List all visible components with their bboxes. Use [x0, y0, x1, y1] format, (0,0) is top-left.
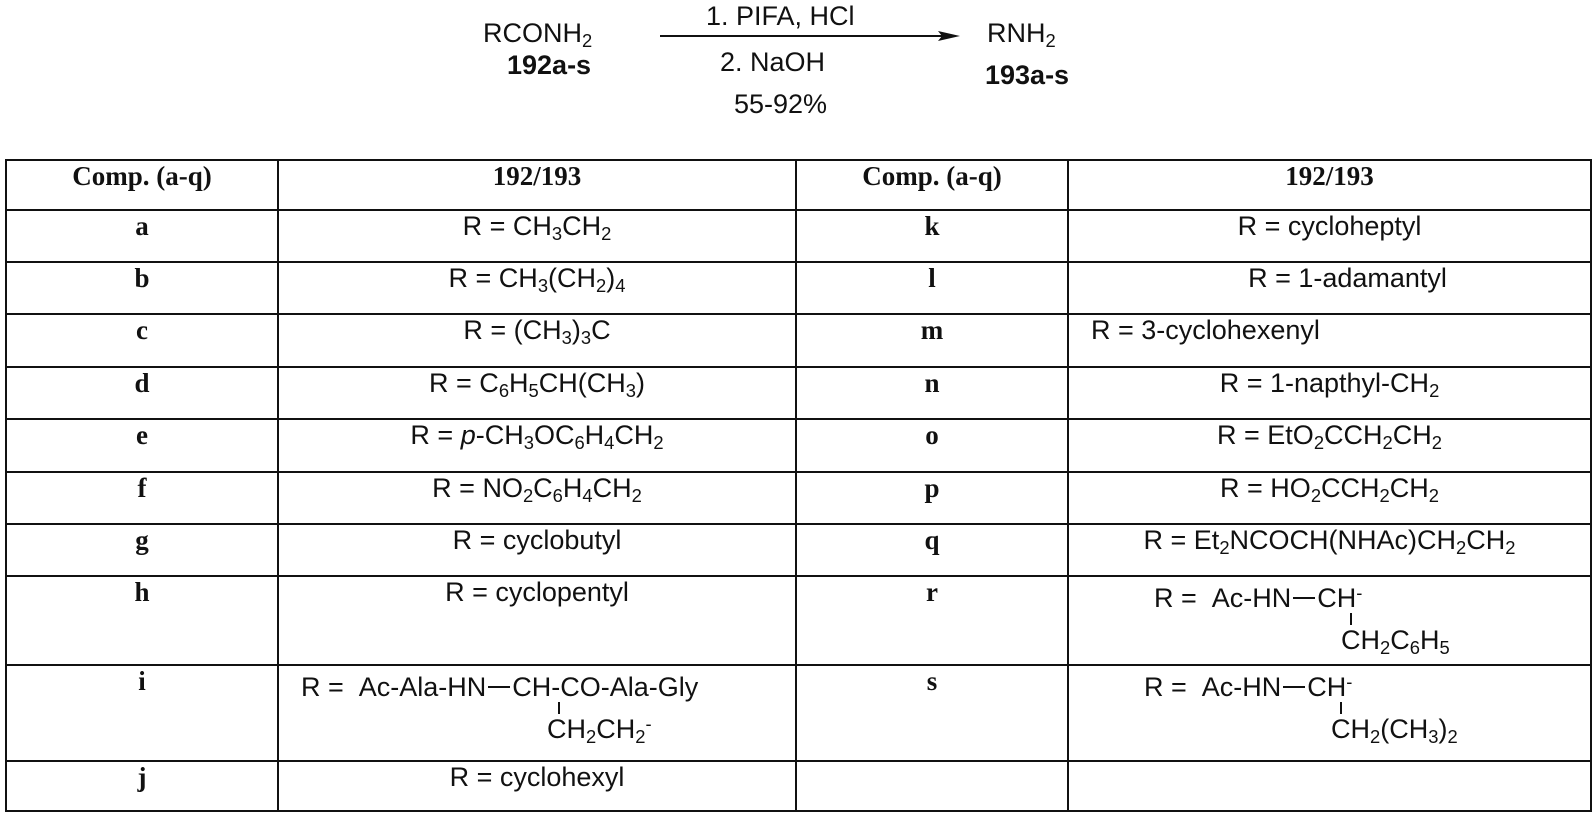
compound-label: p [796, 472, 1068, 524]
compound-label: r [796, 576, 1068, 665]
r-group: $R = NO_2C_6H_4CH_2$ [278, 472, 796, 524]
compound-label: o [796, 419, 1068, 472]
reactant-label: 192a-s [507, 50, 592, 80]
reaction-arrow [660, 31, 960, 41]
compound-label: k [796, 210, 1068, 262]
r-group: $R = CH_3CH_2$ [278, 210, 796, 262]
r-group: $R = CH_3(CH_2)_4$ [278, 262, 796, 314]
compound-label: f [6, 472, 278, 524]
table-row [6, 472, 1591, 524]
r-group: R = 3-cyclohexenyl [1068, 314, 1591, 367]
r-group: $R = p-CH_3OC_6H_4CH_2$ [278, 419, 796, 472]
r-group: R = 1-adamantyl [1068, 262, 1591, 314]
reagent-step-1: 1. PIFA, HCl [706, 1, 855, 31]
r-group: $R = Et_2NCOCH(NHAc)CH_2CH_2$ [1068, 524, 1591, 576]
compound-label: c [6, 314, 278, 367]
compound-label: l [796, 262, 1068, 314]
compound-label: q [796, 524, 1068, 576]
table-row [6, 761, 1591, 811]
table-row [6, 210, 1591, 262]
r-group: $R = HO_2CCH_2CH_2$ [1068, 472, 1591, 524]
empty-cell [1068, 761, 1591, 811]
compound-label: n [796, 367, 1068, 419]
r-group-branched: R = Ac-HN CH- $CH_2C_6H_5$ [1068, 576, 1591, 665]
r-group: $R = EtO_2CCH_2CH_2$ [1068, 419, 1591, 472]
reactant-formula: $RCONH_2$ [483, 18, 593, 52]
r-group: $R = C_6H_5CH(CH_3)$ [278, 367, 796, 419]
r-group: R = cycloheptyl [1068, 210, 1591, 262]
column-header: Comp. (a-q) [796, 160, 1068, 210]
r-group-branched: R = Ac-Ala-HN CH-CO-Ala-Gly $CH_2CH_2^-$ [278, 665, 796, 761]
table-row [6, 314, 1591, 367]
r-group: R = cyclobutyl [278, 524, 796, 576]
reaction-scheme [0, 0, 1595, 140]
table-row [6, 262, 1591, 314]
r-group: R = cyclohexyl [278, 761, 796, 811]
table-row [6, 419, 1591, 472]
table-row [6, 665, 1591, 761]
table-row [6, 524, 1591, 576]
r-group: R = cyclopentyl [278, 576, 796, 665]
compound-label: a [6, 210, 278, 262]
compound-label: i [6, 665, 278, 761]
compound-label: m [796, 314, 1068, 367]
yield-range: 55-92% [734, 89, 828, 119]
product-label: 193a-s [985, 60, 1070, 90]
r-group-branched: R = Ac-HN CH- $CH_2(CH_3)_2$ [1068, 665, 1591, 761]
compound-label: s [796, 665, 1068, 761]
column-header: 192/193 [278, 160, 796, 210]
table-row [6, 576, 1591, 665]
r-group: $R = 1-napthyl-CH_2$ [1068, 367, 1591, 419]
reagent-step-2: 2. NaOH [720, 47, 826, 77]
compound-label: h [6, 576, 278, 665]
product-formula: $RNH_2$ [987, 18, 1056, 52]
compound-label: j [6, 761, 278, 811]
column-header: Comp. (a-q) [6, 160, 278, 210]
table-header-row [6, 160, 1591, 210]
compound-label: g [6, 524, 278, 576]
substituent-table [5, 159, 1592, 812]
compound-label: e [6, 419, 278, 472]
compound-label: d [6, 367, 278, 419]
r-group: $R = (CH_3)_3C$ [278, 314, 796, 367]
column-header: 192/193 [1068, 160, 1591, 210]
compound-label: b [6, 262, 278, 314]
empty-cell [796, 761, 1068, 811]
table-row [6, 367, 1591, 419]
